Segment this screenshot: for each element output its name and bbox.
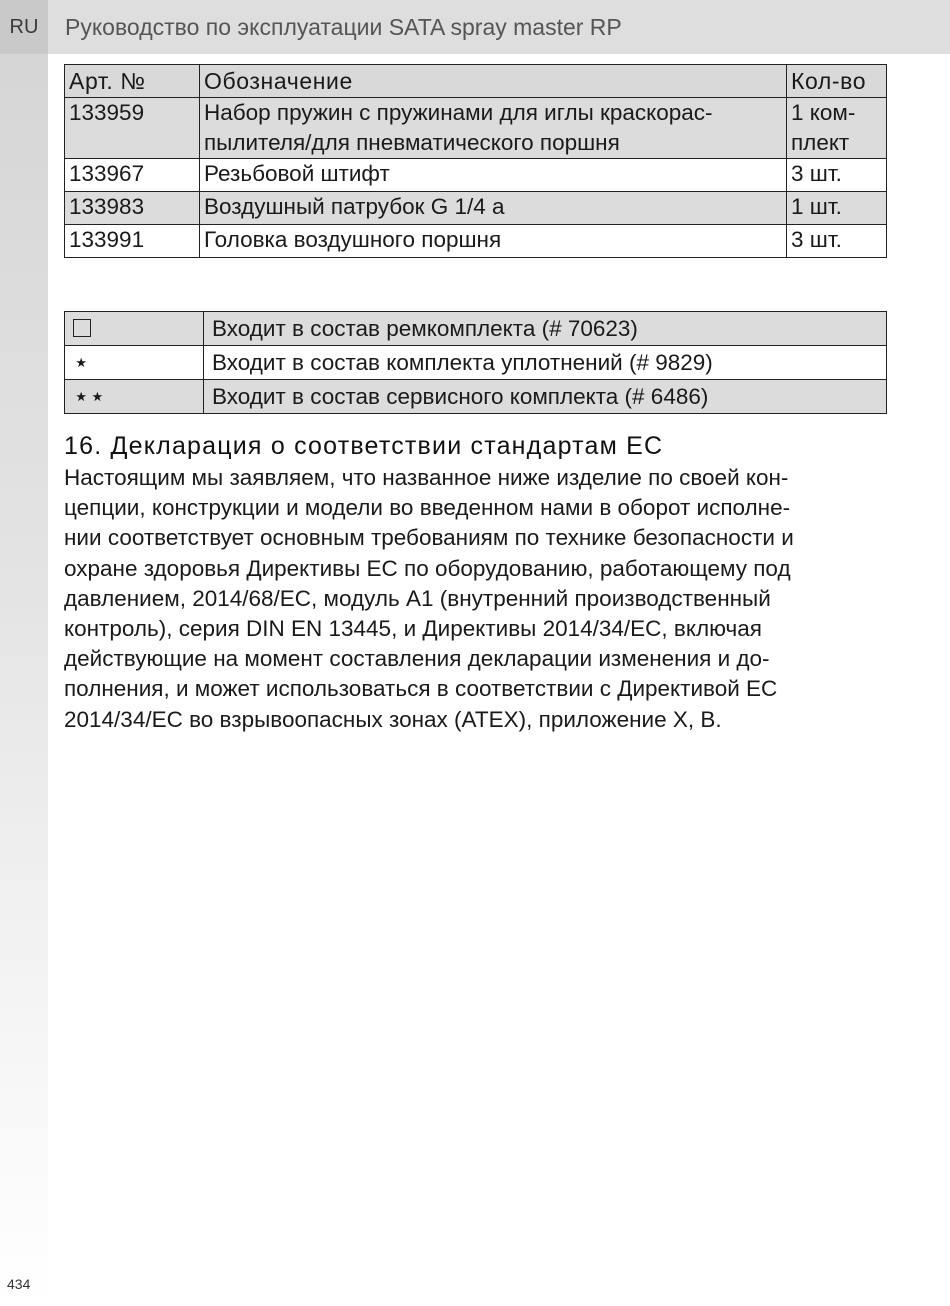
table-header-row: [65, 65, 887, 98]
legend-text: Входит в состав сервисного комплекта (# 6486): [204, 380, 887, 414]
side-strip: [0, 0, 48, 1306]
cell-qty: [787, 98, 887, 159]
header-title: Руководство по эксплуатации SATA spray master RP: [65, 13, 622, 40]
cell-name: Резьбовой штифт: [200, 159, 787, 192]
cell-name: [200, 98, 787, 159]
cell-name-line: Набор пружин с пружинами для иглы краскорас-: [204, 100, 713, 125]
double-star-icon: ⋆⋆: [65, 380, 204, 414]
col-header-qty: Кол-во: [787, 65, 887, 98]
col-header-art: Арт. №: [65, 65, 200, 98]
cell-art: 133983: [65, 192, 200, 225]
table-row: [65, 98, 887, 159]
language-tab: RU: [0, 0, 48, 54]
paragraph-line: контроль), серия DIN EN 13445, и Директивы 2014/34/ЕС, включая: [64, 616, 762, 642]
table-row: [65, 225, 887, 258]
paragraph-line: действующие на момент составления декларации изменения и до-: [64, 646, 770, 672]
paragraph-line: полнения, и может использоваться в соответствии с Директивой ЕС: [64, 676, 778, 702]
cell-qty: 3 шт.: [787, 159, 887, 192]
legend-row: [65, 312, 887, 346]
col-header-name: Обозначение: [200, 65, 787, 98]
cell-name: Головка воздушного поршня: [200, 225, 787, 258]
cell-qty-line: плект: [791, 130, 850, 155]
cell-name: Воздушный патрубок G 1/4 а: [200, 192, 787, 225]
legend-row: [65, 346, 887, 380]
page-header: [48, 0, 950, 54]
legend-text: Входит в состав комплекта уплотнений (# 9829): [204, 346, 887, 380]
legend-row: [65, 380, 887, 414]
declaration-paragraph: [64, 463, 894, 735]
table-row: [65, 192, 887, 225]
parts-table: [64, 64, 887, 258]
paragraph-line: цепции, конструкции и модели во введенном нами в оборот исполне-: [64, 495, 791, 521]
cell-qty-line: 1 ком-: [791, 100, 856, 125]
paragraph-line: Настоящим мы заявляем, что названное ниже изделие по своей кон-: [64, 465, 789, 490]
star-icon: ⋆: [65, 346, 204, 380]
page-number: 434: [7, 1276, 31, 1292]
paragraph-line: охране здоровья Директивы ЕС по оборудованию, работающему под: [64, 555, 791, 581]
square-icon: [73, 319, 91, 337]
cell-qty: 3 шт.: [787, 225, 887, 258]
legend-table: [64, 311, 887, 414]
cell-qty: 1 шт.: [787, 192, 887, 225]
cell-name-line: пылителя/для пневматического поршня: [204, 130, 620, 155]
paragraph-line: 2014/34/ЕС во взрывоопасных зонах (ATEX), приложение X, B.: [64, 706, 722, 732]
cell-art: 133991: [65, 225, 200, 258]
paragraph-line: нии соответствует основным требованиям по технике безопасности и: [64, 525, 794, 551]
paragraph-line: давлением, 2014/68/ЕС, модуль А1 (внутренний производственный: [64, 585, 771, 611]
cell-art: 133959: [65, 98, 200, 159]
legend-text: Входит в состав ремкомплекта (# 70623): [204, 312, 887, 346]
cell-art: 133967: [65, 159, 200, 192]
table-row: [65, 159, 887, 192]
section-heading: 16. Декларация о соответствии стандартам ЕС: [64, 432, 664, 460]
legend-symbol: [65, 312, 204, 346]
